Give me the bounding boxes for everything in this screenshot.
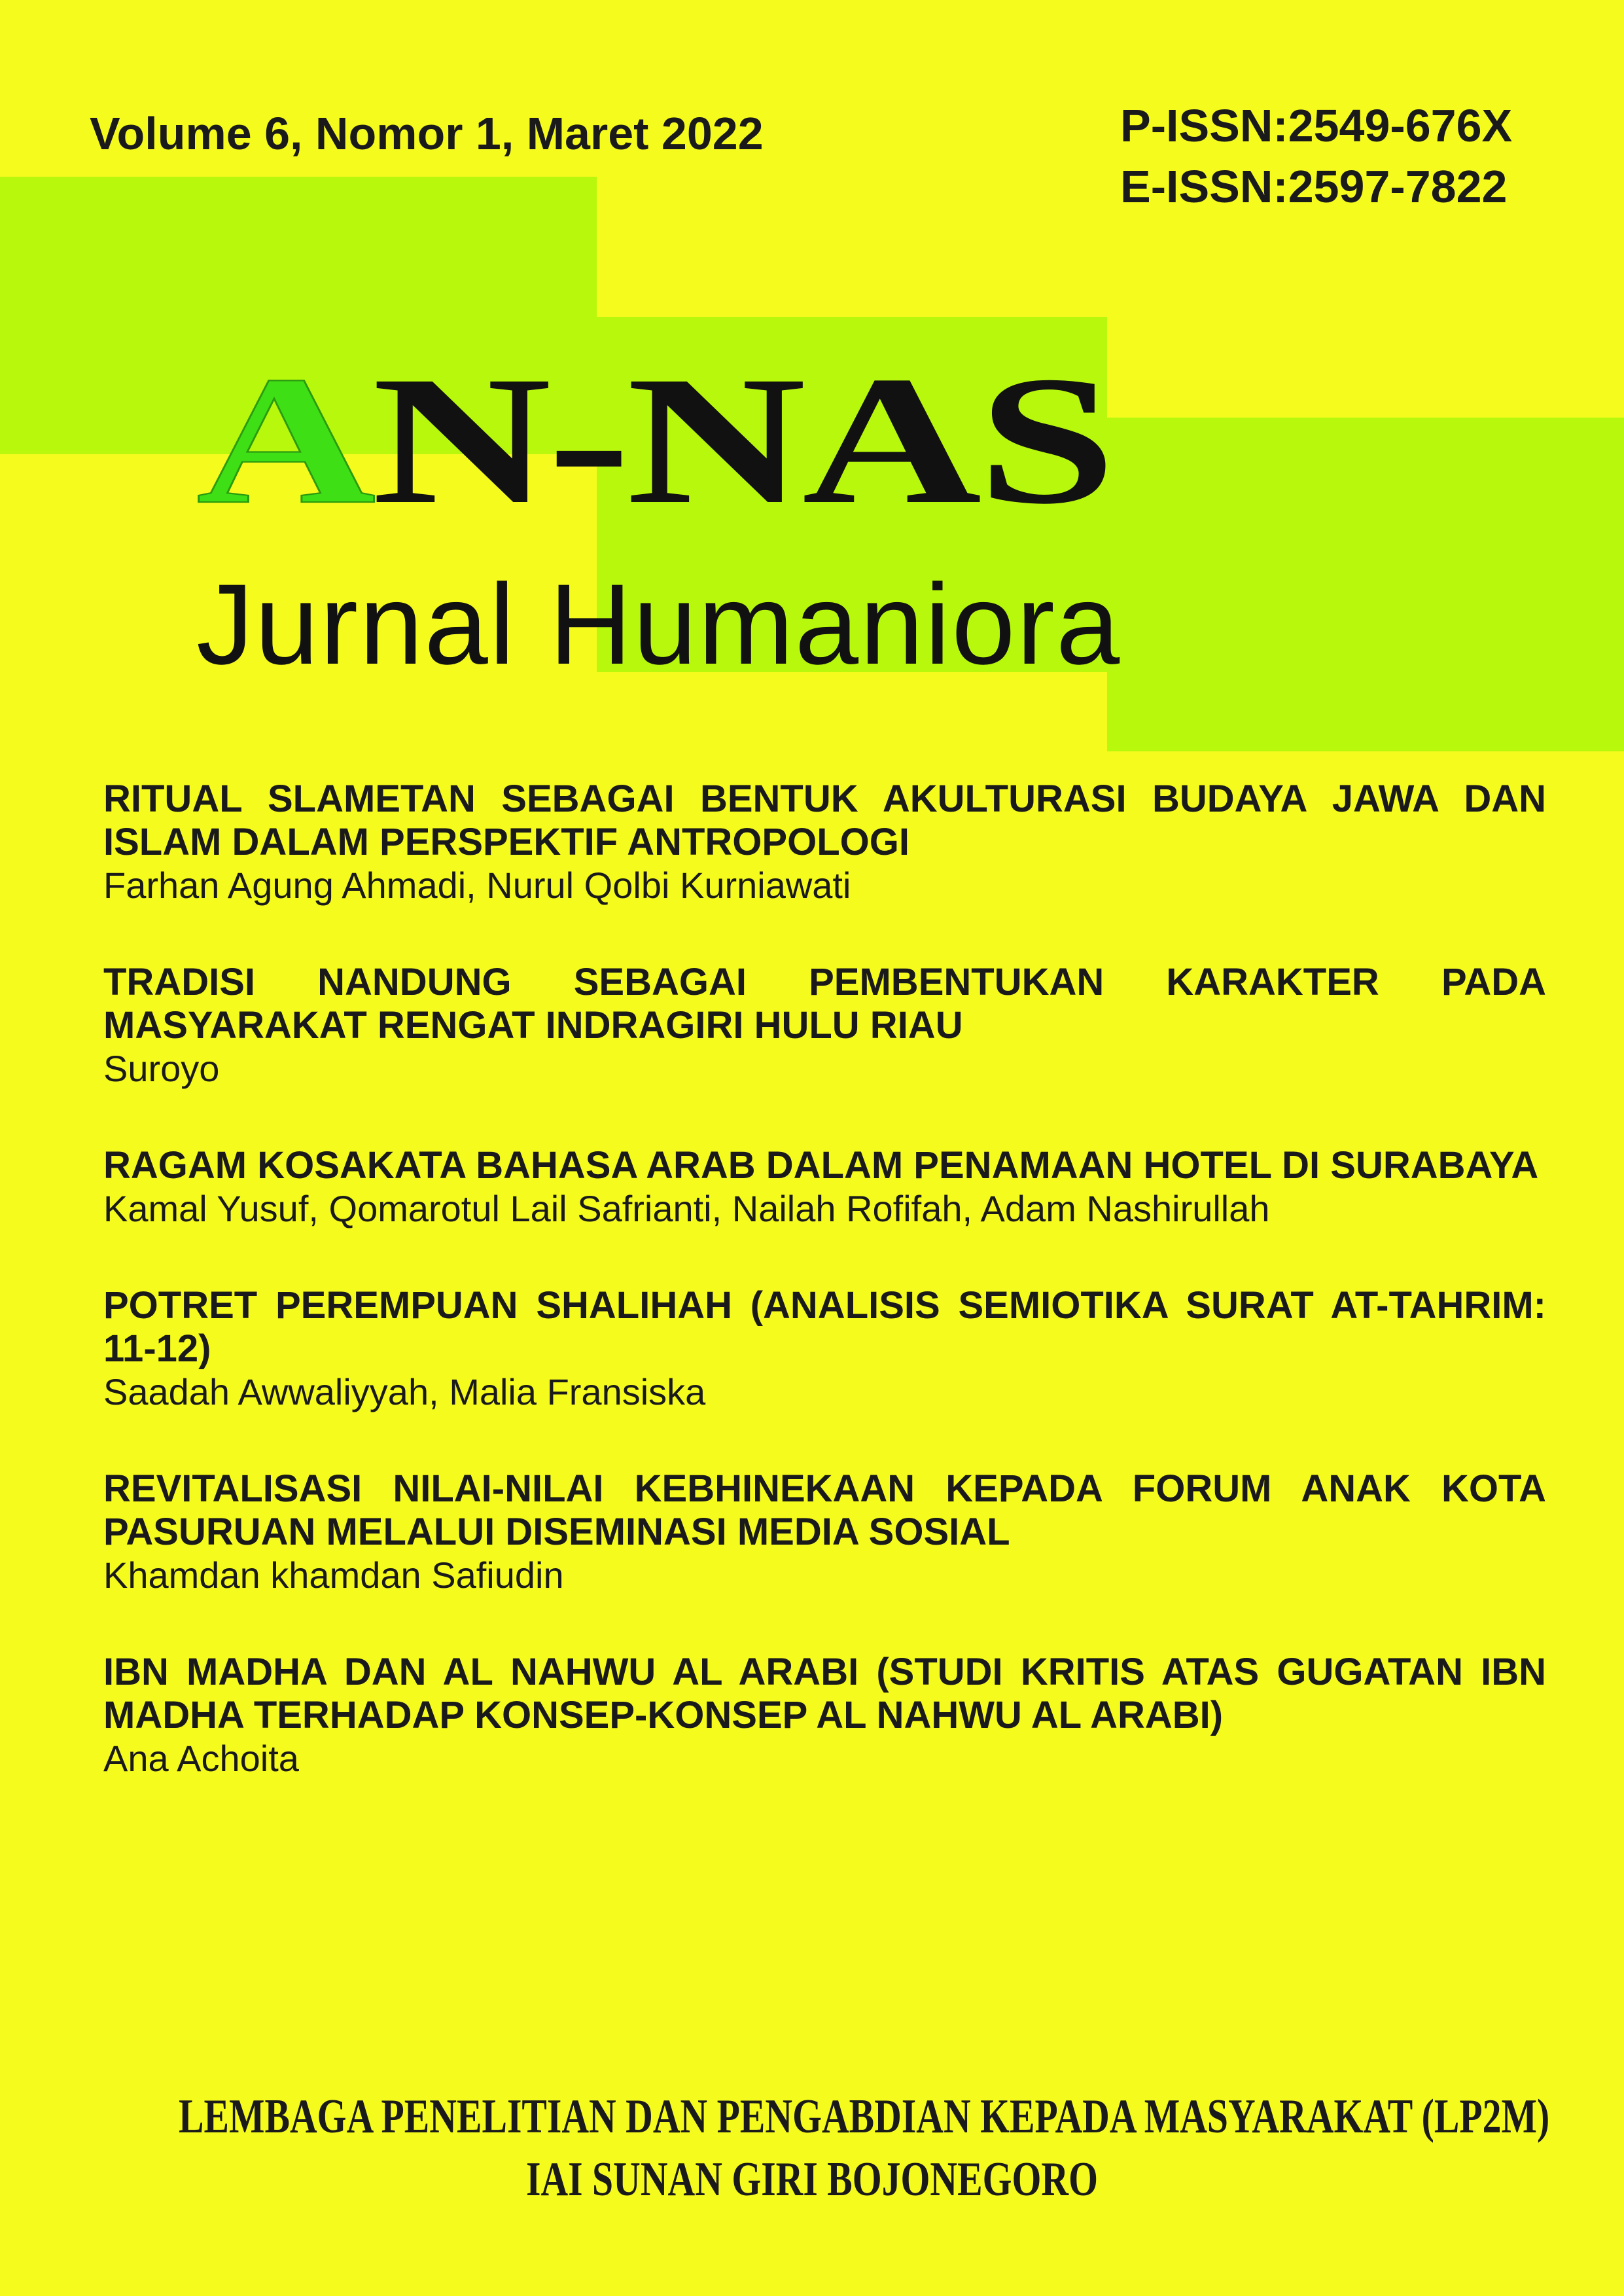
article-title: RAGAM KOSAKATA BAHASA ARAB DALAM PENAMAAN HOTEL DI SURABAYA bbox=[103, 1144, 1539, 1187]
e-issn: E-ISSN:2597-7822 bbox=[1120, 161, 1508, 212]
article-item bbox=[103, 1144, 1546, 1230]
volume-info: Volume 6, Nomor 1, Maret 2022 bbox=[90, 108, 764, 159]
publisher-line-1: LEMBAGA PENELITIAN DAN PENGABDIAN KEPADA MASYARAKAT (LP2M) bbox=[179, 2090, 1550, 2144]
logo-accent-letter: A bbox=[196, 338, 372, 543]
article-item bbox=[103, 1651, 1546, 1780]
article-authors: Farhan Agung Ahmadi, Nurul Qolbi Kurniawati bbox=[103, 865, 851, 906]
article-authors: Khamdan khamdan Safiudin bbox=[103, 1554, 564, 1596]
article-title: RITUAL SLAMETAN SEBAGAI BENTUK AKULTURASI BUDAYA JAWA DAN ISLAM DALAM PERSPEKTIF ANTROPOLOGI bbox=[103, 778, 1546, 863]
article-authors: Saadah Awwaliyyah, Malia Fransiska bbox=[103, 1371, 706, 1412]
article-list bbox=[103, 778, 1546, 1834]
article-authors: Ana Achoita bbox=[103, 1738, 299, 1779]
article-title: REVITALISASI NILAI-NILAI KEBHINEKAAN KEPADA FORUM ANAK KOTA PASURUAN MELALUI DISEMINASI MEDIA SOSIAL bbox=[103, 1467, 1546, 1553]
article-title: POTRET PEREMPUAN SHALIHAH (ANALISIS SEMIOTIKA SURAT AT-TAHRIM: 11-12) bbox=[103, 1284, 1546, 1370]
article-item bbox=[103, 1284, 1546, 1414]
logo-rest: N-NAS bbox=[372, 338, 1112, 543]
journal-subtitle: Jurnal Humaniora bbox=[196, 561, 1121, 689]
journal-logo bbox=[196, 338, 1472, 543]
article-title: TRADISI NANDUNG SEBAGAI PEMBENTUKAN KARAKTER PADA MASYARAKAT RENGAT INDRAGIRI HULU RIAU bbox=[103, 961, 1546, 1047]
article-item bbox=[103, 961, 1546, 1090]
article-item bbox=[103, 1467, 1546, 1597]
article-item bbox=[103, 778, 1546, 907]
article-authors: Suroyo bbox=[103, 1048, 220, 1089]
p-issn: P-ISSN:2549-676X bbox=[1120, 100, 1513, 151]
publisher-line-2: IAI SUNAN GIRI BOJONEGORO bbox=[526, 2153, 1098, 2206]
article-authors: Kamal Yusuf, Qomarotul Lail Safrianti, Nailah Rofifah, Adam Nashirullah bbox=[103, 1188, 1270, 1229]
article-title: IBN MADHA DAN AL NAHWU AL ARABI (STUDI KRITIS ATAS GUGATAN IBN MADHA TERHADAP KONSEP-KONSEP AL NAHWU AL ARABI) bbox=[103, 1651, 1546, 1736]
